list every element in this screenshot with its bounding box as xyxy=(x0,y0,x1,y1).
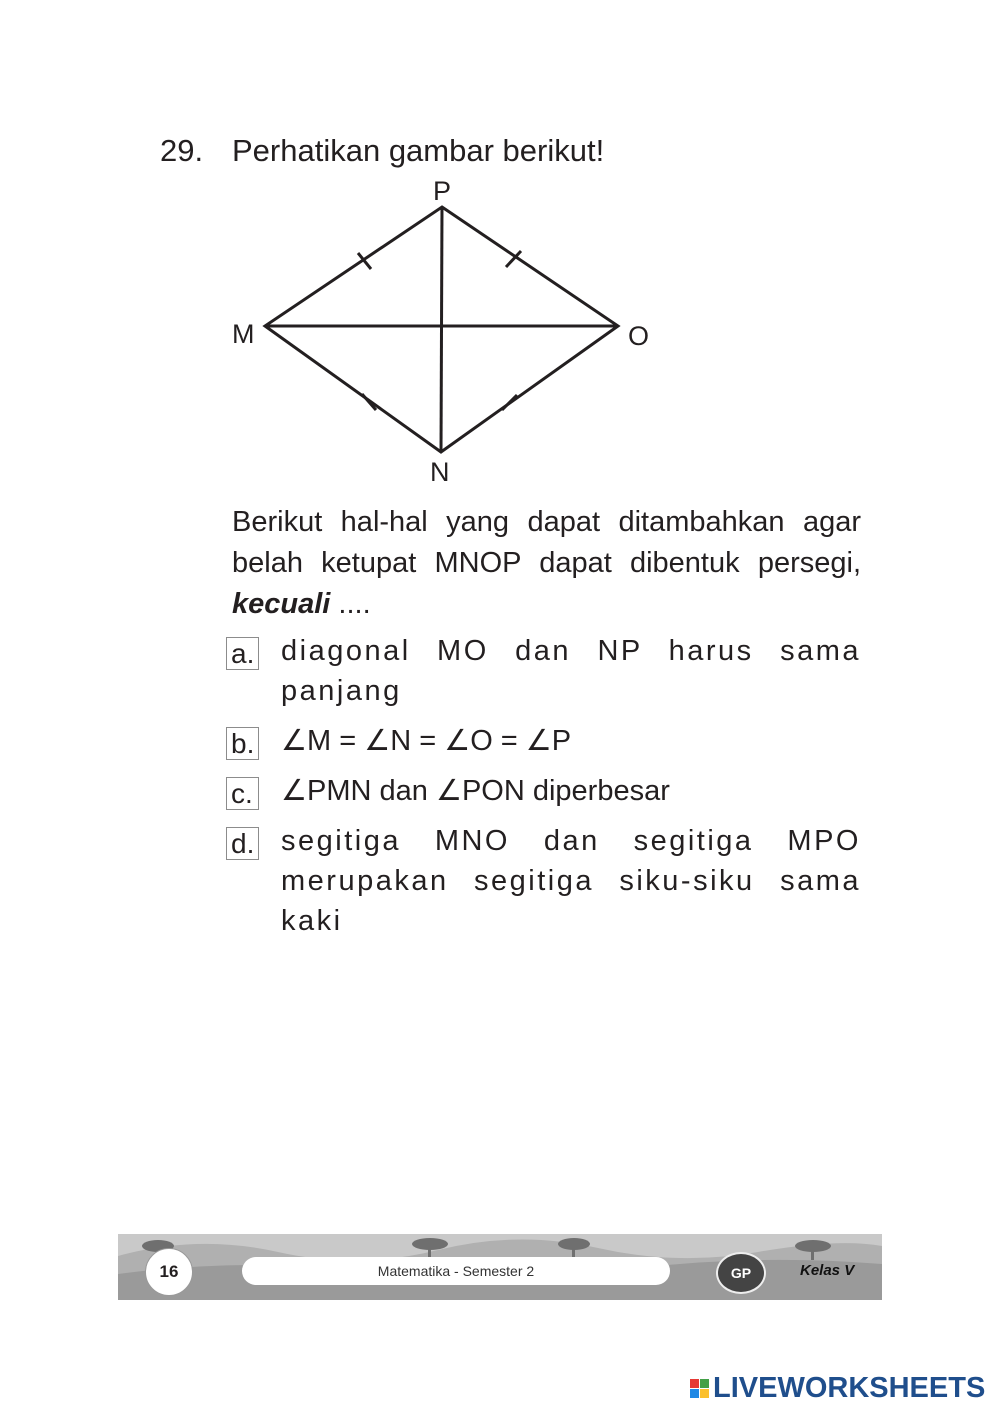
option-b-checkbox[interactable]: b. xyxy=(226,727,259,760)
option-c-text: ∠PMN dan ∠PON diperbesar xyxy=(281,775,670,807)
stem-ellipsis: .... xyxy=(338,588,371,620)
option-d-checkbox[interactable]: d. xyxy=(226,827,259,860)
page-number: 16 xyxy=(145,1248,193,1296)
vertex-label-p: P xyxy=(433,176,452,206)
question-number: 29. xyxy=(160,133,204,168)
tick-mark-mn xyxy=(362,394,376,410)
subject-label: Matematika - Semester 2 xyxy=(242,1257,670,1285)
stem-emphasis: kecuali xyxy=(232,588,331,620)
grid-square-icon xyxy=(690,1389,699,1398)
vertex-label-m: M xyxy=(232,319,255,349)
class-label: Kelas V xyxy=(800,1262,855,1279)
grid-square-icon xyxy=(700,1389,709,1398)
vertex-label-o: O xyxy=(628,321,650,351)
option-d-text: segitiga MNO dan segitiga MPO merupakan segitiga siku-siku sama kaki xyxy=(281,825,861,937)
option-a-checkbox[interactable]: a. xyxy=(226,637,259,670)
option-b-text: ∠M = ∠N = ∠O = ∠P xyxy=(281,725,572,757)
liveworksheets-grid-icon xyxy=(690,1379,709,1398)
grid-square-icon xyxy=(690,1379,699,1388)
liveworksheets-watermark xyxy=(690,1372,985,1404)
watermark-text: LIVEWORKSHEETS xyxy=(713,1371,986,1404)
stem-text: Berikut hal-hal yang dapat ditambahkan agar belah ketupat MNOP dapat dibentuk persegi, xyxy=(232,506,861,579)
question-stem xyxy=(232,502,861,625)
diagonal-pn xyxy=(441,207,442,452)
tick-mark-no xyxy=(502,395,517,410)
option-c-checkbox[interactable]: c. xyxy=(226,777,259,810)
rhombus-figure xyxy=(220,172,680,492)
vertex-label-n: N xyxy=(430,457,450,487)
question-title: Perhatikan gambar berikut! xyxy=(232,133,605,168)
publisher-logo-icon: GP xyxy=(716,1252,766,1294)
option-a-text: diagonal MO dan NP harus sama panjang xyxy=(281,635,861,707)
grid-square-icon xyxy=(700,1379,709,1388)
